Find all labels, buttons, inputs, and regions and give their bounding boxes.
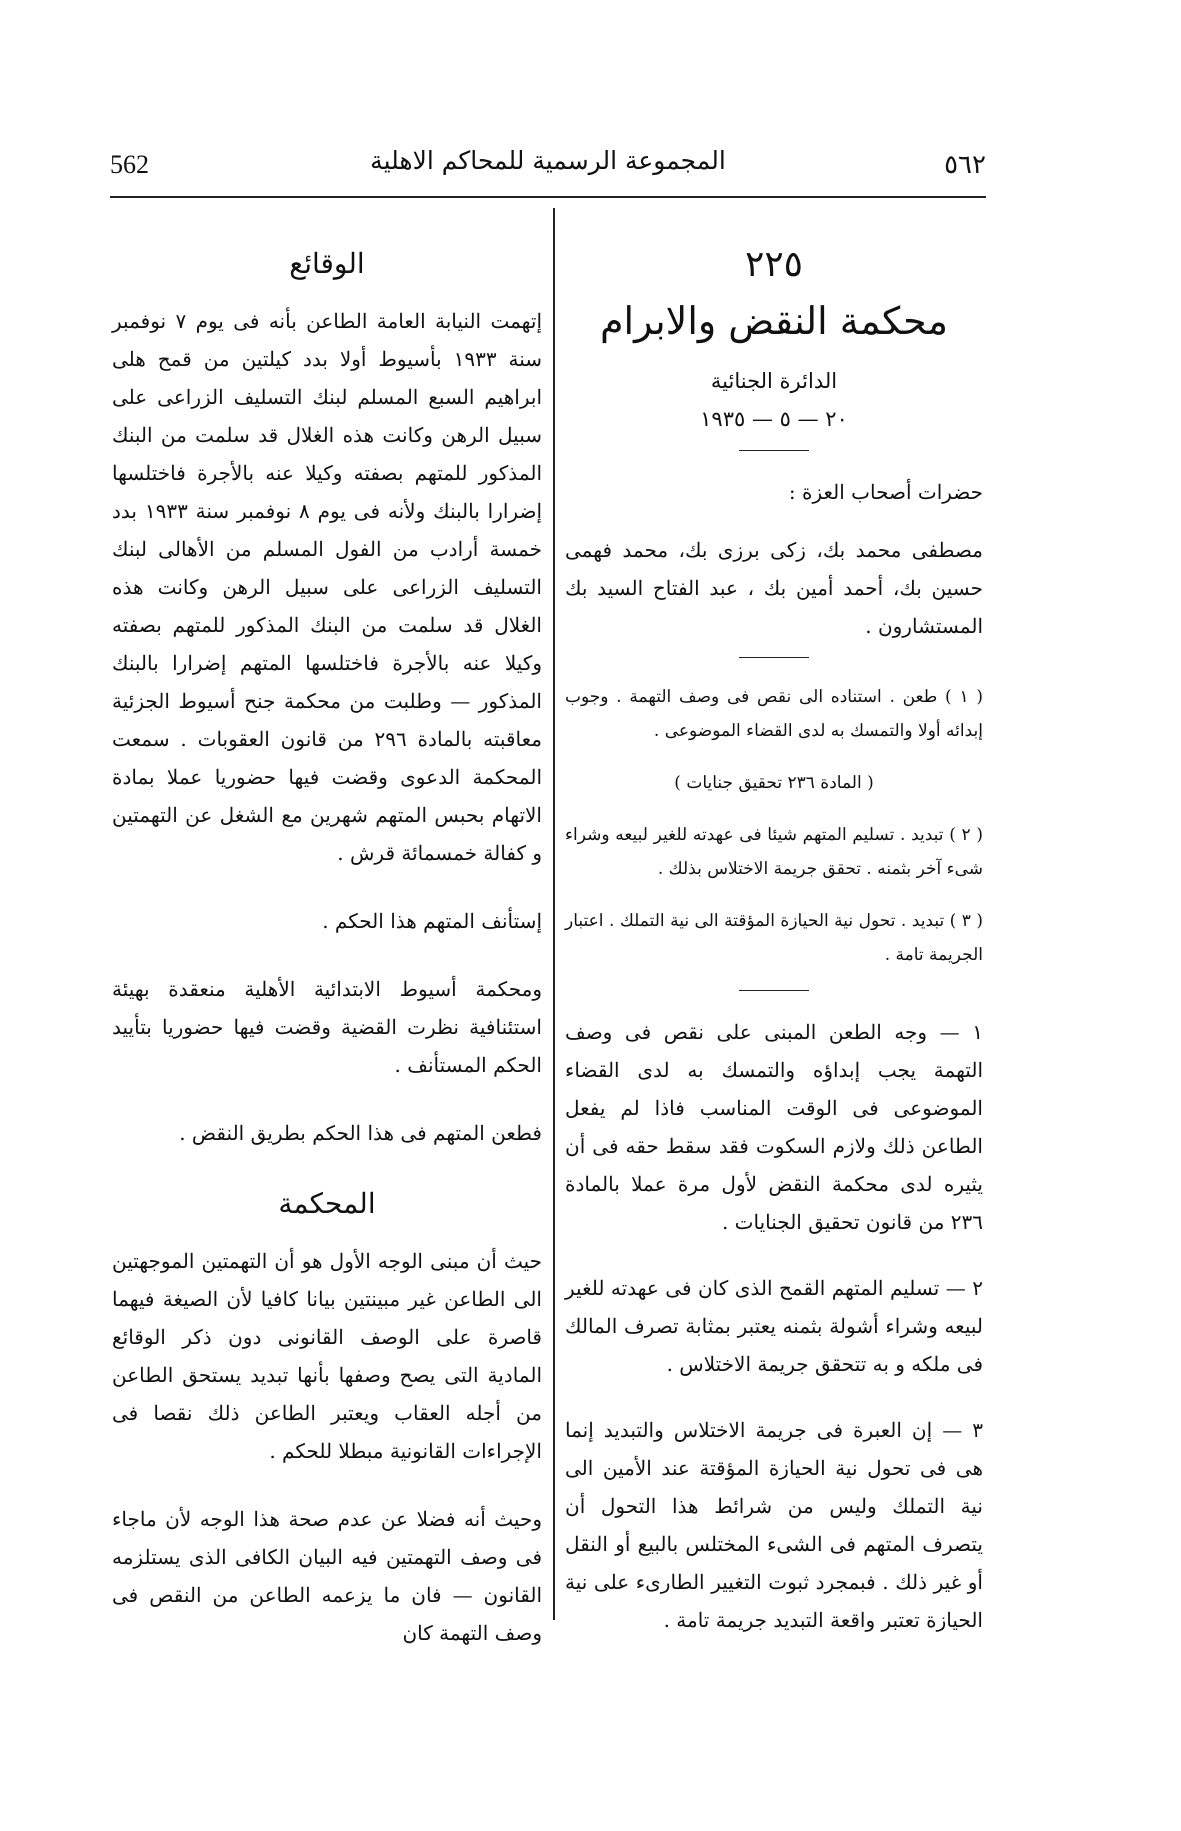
facts-paragraph: إتهمت النيابة العامة الطاعن بأنه فى يوم ٧ نوفمبر سنة ١٩٣٣ بأسيوط أولا بدد كيلتين من قمح هلى ابراهيم السبع المسلم لبنك التسليف الزراعى على سبيل الرهن وكانت هذه الغلال قد سلمت من البنك المذكور للمتهم بصفته وكيلا عنه بالأجرة فاختلسها إضرارا بالبنك ولأنه فى يوم ٨ نوفمبر سنة ١٩٣٣ بدد خمسة أرادب من الفول المسلم من الأهالى لبنك التسليف الزراعى على سبيل الرهن وكانت هذه الغلال قد سلمت من البنك المذكور للمتهم بصفته وكيلا عنه بالأجرة فاختلسها المتهم إضرارا بالبنك المذكور — وطلبت من محكمة جنح أسيوط الجزئية معاقبته بالمادة ٢٩٦ من قانون العقوبات . سمعت المحكمة الدعوى وقضت فيها حضوريا عملا بمادة الاتهام بحبس المتهم شهرين مع الشغل عن التهمتين و كفالة خمسمائة قرش .: [112, 309, 543, 865]
divider-rule: [739, 657, 809, 658]
judgment-paragraph: وحيث أنه فضلا عن عدم صحة هذا الوجه لأن ماجاء فى وصف التهمتين فيه البيان الكافى الذى يستلزمه القانون — فان ما يزعمه الطاعن من النقص فى وصف التهمة كان: [112, 1507, 542, 1645]
court-heading: المحكمة: [278, 1187, 376, 1220]
column-divider: [553, 208, 555, 1620]
principle-2: ٢ — تسليم المتهم القمح الذى كان فى عهدته للغير لبيعه وشراء أشولة بثمنه يعتبر بمثابة تصرف المالك فى ملكه و به تتحقق جريمة الاختلاس .: [565, 1276, 983, 1376]
court-name: محكمة النقض والابرام: [600, 299, 948, 343]
facts-paragraph: إستأنف المتهم هذا الحكم .: [322, 909, 542, 933]
page-header: [110, 146, 986, 186]
header-rule: [110, 196, 986, 198]
headnote-3: ( ٣ ) تبديد . تحول نية الحيازة المؤقتة الى نية التملك . اعتبار الجريمة تامة .: [565, 911, 983, 965]
divider-rule: [739, 450, 809, 451]
page-number-latin: 562: [110, 150, 149, 179]
facts-paragraph: فطعن المتهم فى هذا الحكم بطريق النقض .: [179, 1121, 542, 1145]
facts-paragraph: ومحكمة أسيوط الابتدائية الأهلية منعقدة بهيئة استئنافية نظرت القضية وقضت فيها حضوريا بتأييد الحكم المستأنف .: [112, 977, 542, 1077]
headnote-2: ( ٢ ) تبديد . تسليم المتهم شيئا فى عهدته للغير لبيعه وشراء شىء آخر بثمنه . تحقق جريمة الاختلاس بذلك .: [565, 825, 983, 879]
running-title: المجموعة الرسمية للمحاكم الاهلية: [370, 146, 726, 175]
principle-1: ١ — وجه الطعن المبنى على نقص فى وصف التهمة يجب إبداؤه والتمسك به لدى القضاء الموضوعى فى الوقت المناسب فاذا لم يفعل الطاعن ذلك ولازم السكوت فقد سقط حقه فى أن يثيره لدى محكمة النقض لأول مرة عملا بالمادة ٢٣٦ من قانون تحقيق الجنايات .: [565, 1020, 983, 1234]
bench-intro: حضرات أصحاب العزة :: [788, 480, 983, 504]
division: الدائرة الجنائية: [710, 369, 838, 393]
page-number-arabic: ٥٦٢: [944, 150, 986, 180]
case-number: ٢٢٥: [744, 244, 803, 285]
divider-rule: [739, 990, 809, 991]
judges-list: مصطفى محمد بك، زكى برزى بك، محمد فهمى حسين بك، أحمد أمين بك ، عبد الفتاح السيد بك المستشارون .: [565, 538, 983, 638]
right-column: [565, 242, 983, 1667]
facts-heading: الوقائع: [289, 247, 365, 280]
judgment-paragraph: حيث أن مبنى الوجه الأول هو أن التهمتين الموجهتين الى الطاعن غير مبينتين بيانا كافيا لأن الصيغة فيهما قاصرة على الوصف القانونى دون ذكر الوقائع المادية التى يصح وصفها بأنها تبديد يستحق الطاعن من أجله العقاب ويعتبر الطاعن ذلك نقصا فى الإجراءات القانونية مبطلا للحكم .: [112, 1249, 542, 1463]
headnote-1: ( ١ ) طعن . استناده الى نقص فى وصف التهمة . وجوب إبدائه أولا والتمسك به لدى القضاء الموضوعى .: [565, 687, 983, 741]
headnote-reference: ( المادة ٢٣٦ تحقيق جنايات ): [674, 773, 874, 793]
principle-3: ٣ — إن العبرة فى جريمة الاختلاس والتبديد إنما هى فى تحول نية الحيازة المؤقتة عند الأمين الى نية التملك وليس من شرائط هذا التحول أن يتصرف المتهم فى الشىء المختلس بالبيع أو النقل أو غير ذلك . فبمجرد ثبوت التغيير الطارىء على نية الحيازة تعتبر واقعة التبديد جريمة تامة .: [565, 1418, 983, 1632]
judgment-date: ٢٠ — ٥ — ١٩٣٥: [700, 407, 848, 431]
left-column: [112, 242, 542, 1662]
